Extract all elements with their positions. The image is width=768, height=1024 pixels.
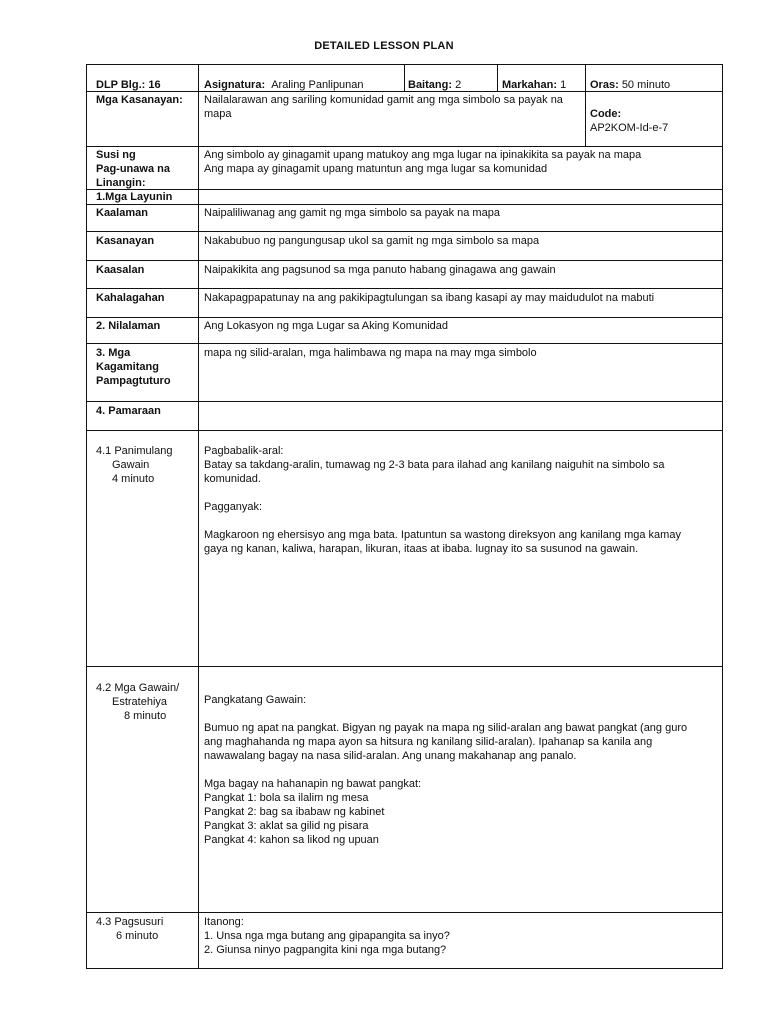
header-divider-markahan <box>497 64 498 91</box>
baitang-label: Baitang: <box>408 79 452 91</box>
balik-aral-title: Pagbabalik-aral: <box>204 445 284 457</box>
susi-line-2: Ang mapa ay ginagamit upang matuntun ang mga lugar sa komunidad <box>204 163 548 175</box>
nilalaman-value: Ang Lokasyon ng mga Lugar sa Aking Komunidad <box>204 320 448 332</box>
oras-cell <box>590 78 670 92</box>
kasanayan-row-value: Nakabubuo ng pangungusap ukol sa gamit ng mga simbolo sa mapa <box>204 235 540 247</box>
markahan-value: 1 <box>560 79 567 91</box>
kaasalan-value: Naipakikita ang pagsunod sa mga panuto habang ginagawa ang gawain <box>204 264 556 276</box>
asignatura-label: Asignatura: <box>204 79 266 91</box>
nilalaman-label: 2. Nilalaman <box>96 320 161 332</box>
pangkat-item: Pangkat 2: bag sa ibabaw ng kabinet <box>204 806 385 818</box>
kagamitan-value: mapa ng silid-aralan, mga halimbawa ng mapa na may mga simbolo <box>204 347 537 359</box>
balik-aral-line-2: komunidad. <box>204 473 261 485</box>
question-1: 1. Unsa nga mga butang ang gipapangita sa inyo? <box>204 930 450 942</box>
kasanayan-label: Mga Kasanayan: <box>96 94 183 106</box>
balik-aral-line-1: Batay sa takdang-aralin, tumawag ng 2-3 bata para ilahad ang kanilang naiguhit na simbolo sa <box>204 459 665 471</box>
gawain-label-1: 4.2 Mga Gawain/ <box>96 682 180 694</box>
code-label: Code: <box>590 108 622 120</box>
pamaraan-heading: 4. Pamaraan <box>96 405 161 417</box>
row-line <box>86 189 723 190</box>
panimulang-label-3: 4 minuto <box>112 473 155 485</box>
panimulang-label-2: Gawain <box>112 459 150 471</box>
asignatura-value: Araling Panlipunan <box>271 79 364 91</box>
gawain-line-4: Mga bagay na hahanapin ng bawat pangkat: <box>204 778 422 790</box>
asignatura-cell <box>204 78 364 92</box>
row-line <box>86 430 723 431</box>
oras-label: Oras: <box>590 79 619 91</box>
table-right-border <box>722 64 723 969</box>
kagamitan-label <box>96 346 171 388</box>
row-line <box>86 317 723 318</box>
dlp-label: DLP Blg.: <box>96 79 146 91</box>
pagganyak-line-2: gaya ng kanan, kaliwa, harapan, likuran, itaas at ibaba. lugnay ito sa susunod na gawain. <box>204 543 639 555</box>
question-2: 2. Giunsa ninyo pagpangita kini nga mga butang? <box>204 944 447 956</box>
gawain-content <box>204 693 687 847</box>
pagsusuri-label-1: 4.3 Pagsusuri <box>96 916 164 928</box>
gawain-label-3: 8 minuto <box>124 710 167 722</box>
pagganyak-title: Pagganyak: <box>204 501 263 513</box>
gawain-line-3: nawawalang bagay na nasa silid-aralan. Ang unang makahanap ang panalo. <box>204 750 577 762</box>
itanong-title: Itanong: <box>204 916 244 928</box>
pagsusuri-label <box>96 915 163 943</box>
pagsusuri-label-2: 6 minuto <box>116 930 159 942</box>
markahan-label: Markahan: <box>502 79 558 91</box>
kaalaman-label: Kaalaman <box>96 207 148 219</box>
gawain-line-1: Bumuo ng apat na pangkat. Bigyan ng payak na mapa ng silid-aralan ang bawat pangkat (ang guro <box>204 722 688 734</box>
header-divider-oras <box>585 64 586 146</box>
kagamitan-label-1: 3. Mga <box>96 347 131 359</box>
dlp-cell <box>96 78 161 92</box>
gawain-label-2: Estratehiya <box>112 696 168 708</box>
row-line <box>86 666 723 667</box>
oras-value: 50 minuto <box>621 79 671 91</box>
header-divider-baitang <box>404 64 405 91</box>
row-line <box>86 401 723 402</box>
pangkat-item: Pangkat 1: bola sa ilalim ng mesa <box>204 792 369 804</box>
susi-label-3: Linangin: <box>96 177 146 189</box>
kaalaman-value: Naipaliliwanag ang gamit ng mga simbolo sa payak na mapa <box>204 207 500 219</box>
kagamitan-label-3: Pampagtuturo <box>96 375 171 387</box>
gawain-line-2: ang maghahanda ng mapa ayon sa hitsura ng kanilang silid-aralan). Ipahanap sa kanila ang <box>204 736 653 748</box>
pangkat-item: Pangkat 4: kahon sa likod ng upuan <box>204 834 379 846</box>
dlp-value: 16 <box>148 79 161 91</box>
kaasalan-label: Kaasalan <box>96 264 145 276</box>
row-line <box>86 204 723 205</box>
baitang-value: 2 <box>455 79 462 91</box>
table-left-border <box>86 64 87 969</box>
row-line <box>86 64 723 65</box>
layunin-heading: 1.Mga Layunin <box>96 191 173 203</box>
row-line <box>86 231 723 232</box>
susi-value <box>204 148 641 176</box>
row-line <box>86 343 723 344</box>
kasanayan-value <box>204 93 563 121</box>
panimulang-content <box>204 444 681 556</box>
kahalagahan-label: Kahalagahan <box>96 292 165 304</box>
panimulang-label <box>96 444 172 486</box>
kasanayan-line-1: Nailalarawan ang sariling komunidad gamit ang mga simbolo sa payak na <box>204 94 563 106</box>
kasanayan-line-2: mapa <box>204 108 232 120</box>
row-line <box>86 260 723 261</box>
pagganyak-line-1: Magkaroon ng ehersisyo ang mga bata. Ipatuntun sa wastong direksyon ang kanilang mga kamay <box>204 529 681 541</box>
baitang-cell <box>408 78 461 92</box>
row-line <box>86 146 723 147</box>
row-line <box>86 288 723 289</box>
kahalagahan-value: Nakapagpapatunay na ang pakikipagtulungan sa ibang kasapi ay may maidudulot na mabuti <box>204 292 655 304</box>
gawain-label <box>96 681 179 723</box>
pangkatang-title: Pangkatang Gawain: <box>204 694 307 706</box>
susi-label <box>96 148 170 190</box>
row-line <box>86 912 723 913</box>
pangkat-item: Pangkat 3: aklat sa gilid ng pisara <box>204 820 369 832</box>
kagamitan-label-2: Kagamitang <box>96 361 159 373</box>
susi-line-1: Ang simbolo ay ginagamit upang matukoy ang mga lugar na ipinakikita sa payak na mapa <box>204 149 642 161</box>
code-value: AP2KOM-Id-e-7 <box>590 122 669 134</box>
row-line <box>86 968 723 969</box>
markahan-cell <box>502 78 566 92</box>
panimulang-label-1: 4.1 Panimulang <box>96 445 173 457</box>
pagsusuri-content <box>204 915 450 957</box>
kasanayan-row-label: Kasanayan <box>96 235 155 247</box>
document-title: DETAILED LESSON PLAN <box>314 40 454 52</box>
label-column-divider <box>198 64 199 969</box>
susi-label-2: Pag-unawa na <box>96 163 170 175</box>
susi-label-1: Susi ng <box>96 149 136 161</box>
